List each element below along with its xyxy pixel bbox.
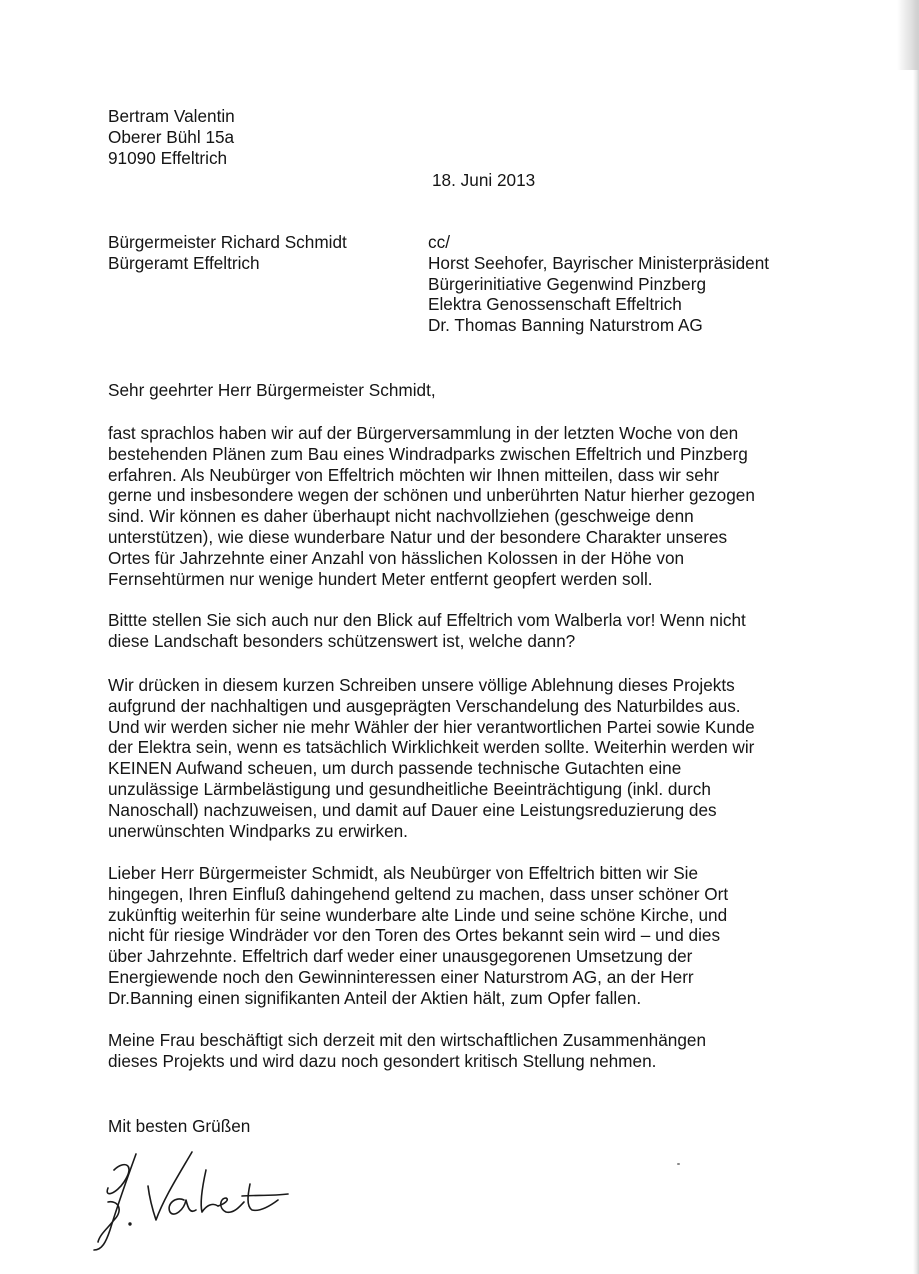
- paragraph-line: Nanoschall) nachzuweisen, und damit auf Dauer eine Leistungsreduzierung des: [108, 799, 717, 820]
- paragraph-line: Fernsehtürmen nur wenige hundert Meter entfernt geopfert werden soll.: [108, 568, 653, 589]
- scan-edge: [913, 0, 919, 1274]
- body-paragraph: [108, 610, 808, 652]
- paragraph-line: über Jahrzehnte. Effeltrich darf weder einer unausgegorenen Umsetzung der: [108, 946, 693, 967]
- body-paragraph: [108, 423, 808, 589]
- handwritten-signature: [84, 1146, 294, 1256]
- sender-street: Oberer Bühl 15a: [108, 126, 235, 147]
- paragraph-line: Bittte stellen Sie sich auch nur den Blick auf Effeltrich vom Walberla vor! Wenn nicht: [108, 610, 746, 630]
- paragraph-line: der Elektra sein, wenn es tatsächlich Wirklichkeit werden sollte. Weiterhin werden wir: [108, 737, 755, 758]
- letter-date: 18. Juni 2013: [432, 170, 536, 190]
- paragraph-line: unzulässige Lärmbelästigung und gesundheitliche Beeinträchtigung (inkl. durch: [108, 778, 711, 799]
- sender-address: [108, 106, 235, 168]
- paragraph-line: Energiewende noch den Gewinninteressen einer Naturstrom AG, an der Herr: [108, 966, 694, 987]
- body-paragraph: [108, 675, 808, 841]
- cc-entry: Dr. Thomas Banning Naturstrom AG: [428, 315, 703, 336]
- paragraph-line: hingegen, Ihren Einfluß dahingehend geltend zu machen, dass unser schöner Ort: [108, 883, 729, 904]
- body-paragraph: [108, 863, 808, 1009]
- recipient-address: [108, 232, 347, 274]
- cc-entry: Bürgerinitiative Gegenwind Pinzberg: [428, 273, 707, 294]
- paragraph-line: unerwünschten Windparks zu erwirken.: [108, 820, 408, 841]
- sender-city: 91090 Effeltrich: [108, 147, 228, 168]
- paragraph-line: bestehenden Plänen zum Bau eines Windradparks zwischen Effeltrich und Pinzberg: [108, 443, 748, 464]
- salutation: Sehr geehrter Herr Bürgermeister Schmidt,: [108, 380, 436, 400]
- paragraph-line: Dr.Banning einen signifikanten Anteil der Aktien hält, zum Opfer fallen.: [108, 987, 642, 1008]
- paragraph-line: Und wir werden sicher nie mehr Wähler der hier verantwortlichen Partei sowie Kunde: [108, 716, 755, 737]
- paragraph-line: dieses Projekts und wird dazu noch gesondert kritisch Stellung nehmen.: [108, 1050, 657, 1071]
- recipient-name: Bürgermeister Richard Schmidt: [108, 232, 347, 252]
- sender-name: Bertram Valentin: [108, 106, 235, 126]
- body-paragraph: [108, 1030, 808, 1072]
- paragraph-line: Lieber Herr Bürgermeister Schmidt, als Neubürger von Effeltrich bitten wir Sie: [108, 863, 699, 883]
- cc-block: [428, 232, 769, 336]
- cc-entry: Elektra Genossenschaft Effeltrich: [428, 294, 682, 315]
- paragraph-line: Ortes für Jahrzehnte einer Anzahl von hässlichen Kolossen in der Höhe von: [108, 547, 685, 568]
- paragraph-line: diese Landschaft besonders schützenswert ist, welche dann?: [108, 630, 576, 651]
- paragraph-line: Meine Frau beschäftigt sich derzeit mit den wirtschaftlichen Zusammenhängen: [108, 1030, 707, 1050]
- paragraph-line: KEINEN Aufwand scheuen, um durch passende technische Gutachten eine: [108, 758, 682, 779]
- paragraph-line: erfahren. Als Neubürger von Effeltrich möchten wir Ihnen mitteilen, dass wir sehr: [108, 464, 720, 485]
- paragraph-line: zukünftig weiterhin für seine wunderbare alte Linde und seine schöne Kirche, und: [108, 904, 728, 925]
- scan-speck: [677, 1163, 680, 1165]
- paragraph-line: sind. Wir können es daher überhaupt nicht nachvollziehen (geschweige denn: [108, 506, 694, 527]
- paragraph-line: fast sprachlos haben wir auf der Bürgerversammlung in der letzten Woche von den: [108, 423, 739, 443]
- closing: Mit besten Grüßen: [108, 1116, 251, 1136]
- recipient-office: Bürgeramt Effeltrich: [108, 252, 260, 273]
- paragraph-line: nicht für riesige Windräder vor den Toren des Ortes bekannt sein wird – und dies: [108, 925, 721, 946]
- paragraph-line: gerne und insbesondere wegen der schönen und unberührten Natur hierher gezogen: [108, 485, 755, 506]
- cc-label: cc/: [428, 232, 450, 252]
- scan-corner-shadow: [897, 0, 919, 70]
- paragraph-line: Wir drücken in diesem kurzen Schreiben unsere völlige Ablehnung dieses Projekts: [108, 675, 735, 695]
- cc-entry: Horst Seehofer, Bayrischer Ministerpräsident: [428, 252, 770, 273]
- paragraph-line: unterstützen), wie diese wunderbare Natur und der besondere Charakter unseres: [108, 526, 728, 547]
- paragraph-line: aufgrund der nachhaltigen und ausgeprägten Verschandelung des Naturbildes aus.: [108, 695, 741, 716]
